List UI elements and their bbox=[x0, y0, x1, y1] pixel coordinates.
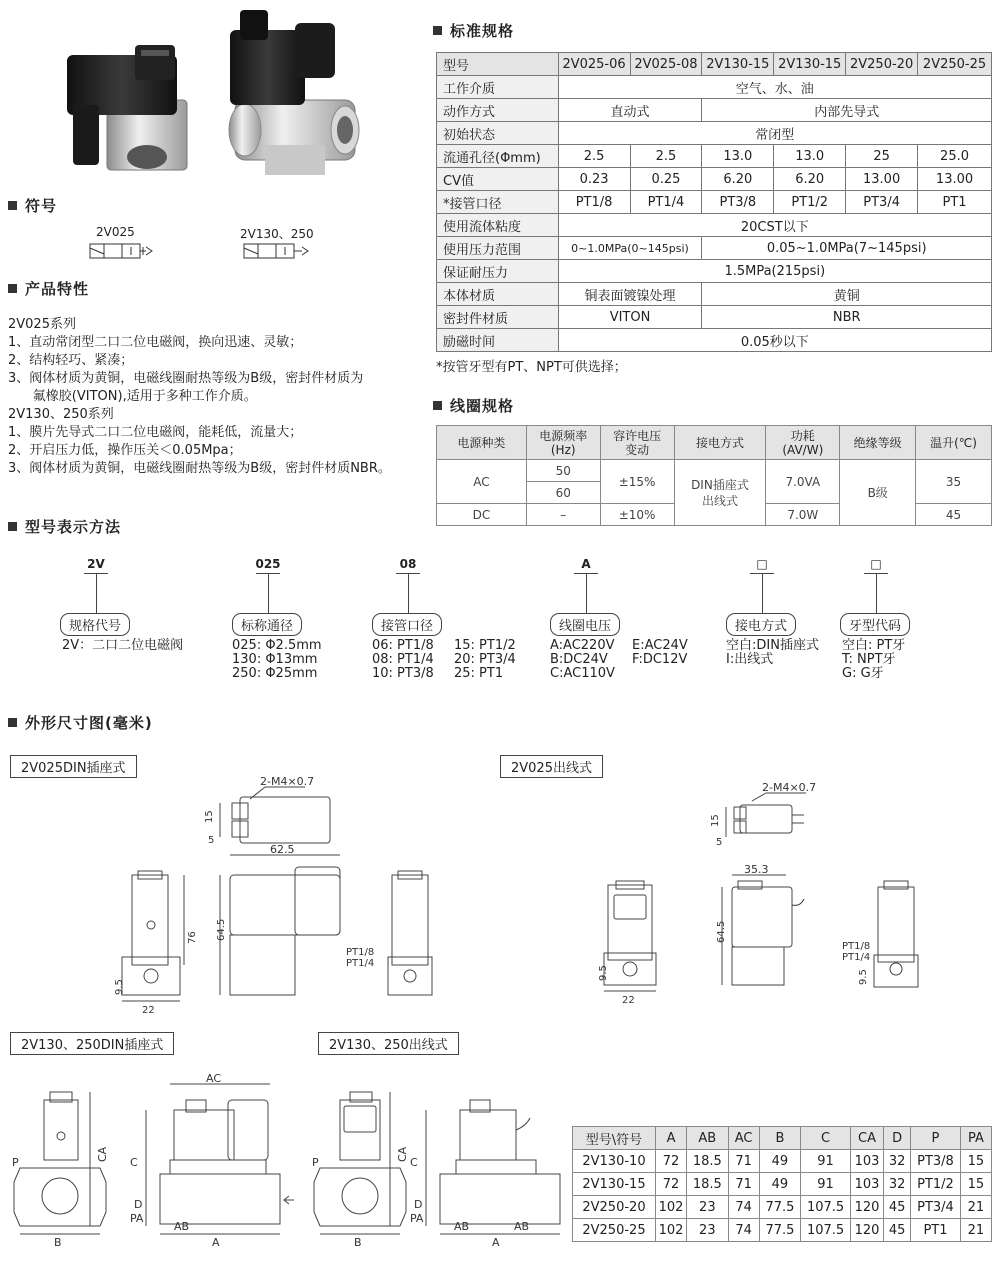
dim-cell: 23 bbox=[687, 1219, 728, 1242]
dim-C: C bbox=[410, 1156, 418, 1169]
model-label-conn: 接电方式 bbox=[726, 613, 796, 636]
spec-value: 13.0 bbox=[702, 145, 774, 168]
feature-line: 1、直动常闭型二口二位电磁阀，换向迅速、灵敏； bbox=[8, 335, 303, 350]
dim-header-cell: 型号\符号 bbox=[573, 1127, 656, 1150]
coil-cell: B级 bbox=[840, 460, 916, 526]
model-section-title: 型号表示方法 bbox=[8, 516, 121, 537]
dim-PA: PA bbox=[410, 1212, 424, 1225]
dim-A: A bbox=[492, 1236, 500, 1249]
drawing-2v025-lead bbox=[590, 775, 930, 1015]
spec-header-cell: 2V025-08 bbox=[630, 53, 702, 76]
dim-cell: 91 bbox=[801, 1173, 851, 1196]
model-desc: E:AC24V F:DC12V bbox=[632, 638, 688, 667]
coil-row-ac50 bbox=[437, 460, 992, 482]
coil-cell: 60 bbox=[526, 482, 600, 504]
spec-value: 0.25 bbox=[630, 168, 702, 191]
dim-5: 5 bbox=[716, 837, 723, 848]
dim-cell: PT1/2 bbox=[911, 1173, 961, 1196]
spec-value: 直动式 bbox=[558, 99, 702, 122]
coil-header-cell: 电源频率 (Hz) bbox=[526, 426, 600, 460]
dim-cell: 102 bbox=[655, 1219, 686, 1242]
model-code-bore: 025 bbox=[255, 557, 281, 571]
spec-value: PT1/4 bbox=[630, 191, 702, 214]
dim-9-5: 9.5 bbox=[114, 979, 125, 995]
feature-line: 3、阀体材质为黄铜，电磁线圈耐热等级为B级，密封件材质NBR。 bbox=[8, 461, 391, 476]
feature-line: 2V130、250系列 bbox=[8, 407, 114, 422]
spec-header-cell: 2V250-20 bbox=[846, 53, 918, 76]
dim-AC: AC bbox=[206, 1072, 222, 1085]
coil-header-cell: 绝缘等级 bbox=[840, 426, 916, 460]
dim-9-5: 9.5 bbox=[858, 969, 869, 985]
standard-spec-table bbox=[436, 52, 992, 352]
feature-line: 氟橡胶(VITON),适用于多种工作介质。 bbox=[8, 389, 257, 404]
dim-CA: CA bbox=[96, 1146, 109, 1162]
model-desc: 2V：二口二位电磁阀 bbox=[62, 638, 184, 653]
spec-row-pressure bbox=[437, 237, 992, 260]
dim-cell: 32 bbox=[884, 1173, 911, 1196]
spec-label: 使用流体粘度 bbox=[437, 214, 559, 237]
coil-header-cell: 电源种类 bbox=[437, 426, 527, 460]
dim-cell: PT3/4 bbox=[911, 1196, 961, 1219]
dim-cell: 18.5 bbox=[687, 1173, 728, 1196]
spec-value: 6.20 bbox=[774, 168, 846, 191]
spec-row-port bbox=[437, 191, 992, 214]
drawing-2v130-lead bbox=[310, 1070, 580, 1260]
dim-cell: 107.5 bbox=[801, 1219, 851, 1242]
model-code-thread: □ bbox=[870, 557, 882, 571]
dim-PA: PA bbox=[130, 1212, 144, 1225]
drawing-2v025-din bbox=[100, 775, 440, 1015]
spec-label: 保证耐压力 bbox=[437, 260, 559, 283]
dim-35-3: 35.3 bbox=[744, 863, 769, 876]
dim-cell: 2V250-20 bbox=[573, 1196, 656, 1219]
dim-pt14: PT1/4 bbox=[842, 952, 871, 963]
dim-pt18: PT1/8 bbox=[346, 947, 375, 958]
spec-value: 25 bbox=[846, 145, 918, 168]
dim-cell: 2V130-15 bbox=[573, 1173, 656, 1196]
spec-value: 内部先导式 bbox=[702, 99, 992, 122]
dim-header-cell: B bbox=[759, 1127, 800, 1150]
model-label-spec: 规格代号 bbox=[60, 613, 130, 636]
coil-header-cell: 温升(℃) bbox=[916, 426, 992, 460]
dim-pt14: PT1/4 bbox=[346, 958, 375, 969]
spec-value: NBR bbox=[702, 306, 992, 329]
spec-value: 0~1.0MPa(0~145psi) bbox=[558, 237, 702, 260]
spec-value: 1.5MPa(215psi) bbox=[558, 260, 991, 283]
dim-A: A bbox=[212, 1236, 220, 1249]
coil-header-cell: 功耗 (AV/W) bbox=[766, 426, 840, 460]
dim-row bbox=[573, 1173, 992, 1196]
dim-cell: 72 bbox=[655, 1173, 686, 1196]
model-code-spec: 2V bbox=[87, 557, 105, 571]
coil-spec-table bbox=[436, 425, 992, 526]
spec-value: 黄铜 bbox=[702, 283, 992, 306]
coil-cell: DC bbox=[437, 504, 527, 526]
dim-D: D bbox=[414, 1198, 423, 1211]
spec-row-action bbox=[437, 99, 992, 122]
feature-line: 1、膜片先导式二口二位电磁阀，能耗低，流量大； bbox=[8, 425, 303, 440]
dim-22: 22 bbox=[622, 995, 635, 1006]
dim-cell: PT3/8 bbox=[911, 1150, 961, 1173]
spec-label: 本体材质 bbox=[437, 283, 559, 306]
dim-cell: 77.5 bbox=[759, 1219, 800, 1242]
dim-header-cell: AB bbox=[687, 1127, 728, 1150]
dim-header-row bbox=[573, 1127, 992, 1150]
spec-label: 使用压力范围 bbox=[437, 237, 559, 260]
feature-line: 3、阀体材质为黄铜，电磁线圈耐热等级为B级，密封件材质为 bbox=[8, 371, 364, 386]
coil-cell: AC bbox=[437, 460, 527, 504]
coil-cell: DIN插座式 出线式 bbox=[674, 460, 766, 526]
spec-value: PT3/4 bbox=[846, 191, 918, 214]
dim-cell: 72 bbox=[655, 1150, 686, 1173]
spec-value: 2.5 bbox=[558, 145, 630, 168]
dim-cell: 23 bbox=[687, 1196, 728, 1219]
model-desc: 15: PT1/2 20: PT3/4 25: PT1 bbox=[454, 638, 516, 681]
dim-cell: 32 bbox=[884, 1150, 911, 1173]
dim-cell: 49 bbox=[759, 1173, 800, 1196]
drawing-label-2v130-din: 2V130、250DIN插座式 bbox=[10, 1032, 174, 1055]
coil-cell: 7.0W bbox=[766, 504, 840, 526]
dim-cell: 21 bbox=[960, 1219, 991, 1242]
spec-row-viscosity bbox=[437, 214, 992, 237]
dim-64-5: 64.5 bbox=[716, 920, 727, 943]
drawing-label-2v130-lead: 2V130、250出线式 bbox=[318, 1032, 459, 1055]
dim-cell: 15 bbox=[960, 1173, 991, 1196]
dim-cell: 21 bbox=[960, 1196, 991, 1219]
dim-cell: 2V250-25 bbox=[573, 1219, 656, 1242]
coil-header-row bbox=[437, 426, 992, 460]
dim-row bbox=[573, 1219, 992, 1242]
dim-m4: 2-M4×0.7 bbox=[762, 781, 817, 794]
dim-cell: 15 bbox=[960, 1150, 991, 1173]
spec-value: 常闭型 bbox=[558, 122, 991, 145]
spec-label: *接管口径 bbox=[437, 191, 559, 214]
spec-section-title: 标准规格 bbox=[433, 20, 514, 41]
spec-value: PT3/8 bbox=[702, 191, 774, 214]
coil-cell: 35 bbox=[916, 460, 992, 504]
coil-header-cell: 容许电压 变动 bbox=[600, 426, 674, 460]
spec-label: 工作介质 bbox=[437, 76, 559, 99]
spec-row-medium bbox=[437, 76, 992, 99]
spec-row-excite bbox=[437, 329, 992, 352]
dim-cell: 71 bbox=[728, 1150, 759, 1173]
dim-cell: 77.5 bbox=[759, 1196, 800, 1219]
dim-15: 15 bbox=[204, 810, 215, 823]
spec-value: 空气、水、油 bbox=[558, 76, 991, 99]
dim-header-cell: AC bbox=[728, 1127, 759, 1150]
valve-symbol-2v025 bbox=[82, 238, 162, 264]
spec-value: 25.0 bbox=[918, 145, 992, 168]
dim-cell: 120 bbox=[850, 1196, 883, 1219]
dim-row bbox=[573, 1150, 992, 1173]
spec-value: VITON bbox=[558, 306, 702, 329]
symbol-label-2v130: 2V130、250 bbox=[240, 227, 314, 241]
spec-row-body bbox=[437, 283, 992, 306]
dim-cell: 102 bbox=[655, 1196, 686, 1219]
spec-value: 13.00 bbox=[846, 168, 918, 191]
spec-label: 初始状态 bbox=[437, 122, 559, 145]
coil-cell: 45 bbox=[916, 504, 992, 526]
model-code-port: 08 bbox=[399, 557, 417, 571]
spec-header-row bbox=[437, 53, 992, 76]
dim-header-cell: CA bbox=[850, 1127, 883, 1150]
dim-P: P bbox=[12, 1156, 19, 1169]
features-list bbox=[8, 316, 391, 478]
dim-CA: CA bbox=[396, 1146, 409, 1162]
spec-value: 6.20 bbox=[702, 168, 774, 191]
spec-header-cell: 2V130-15 bbox=[702, 53, 774, 76]
spec-value: PT1 bbox=[918, 191, 992, 214]
dims-section-title: 外形尺寸图(毫米) bbox=[8, 712, 153, 733]
dim-cell: PT1 bbox=[911, 1219, 961, 1242]
dim-cell: 18.5 bbox=[687, 1150, 728, 1173]
dim-AB: AB bbox=[514, 1220, 530, 1233]
dim-P: P bbox=[312, 1156, 319, 1169]
model-desc: 025: Φ2.5mm 130: Φ13mm 250: Φ25mm bbox=[232, 638, 322, 681]
dim-cell: 71 bbox=[728, 1173, 759, 1196]
dim-cell: 91 bbox=[801, 1150, 851, 1173]
feature-line: 2、结构轻巧、紧凑； bbox=[8, 353, 134, 368]
spec-header-cell: 2V025-06 bbox=[558, 53, 630, 76]
model-label-bore: 标称通径 bbox=[232, 613, 302, 636]
spec-header-cell: 型号 bbox=[437, 53, 559, 76]
coil-cell: ±10% bbox=[600, 504, 674, 526]
spec-label: 动作方式 bbox=[437, 99, 559, 122]
spec-value: 13.00 bbox=[918, 168, 992, 191]
dim-header-cell: D bbox=[884, 1127, 911, 1150]
spec-value: 0.23 bbox=[558, 168, 630, 191]
model-label-voltage: 线圈电压 bbox=[550, 613, 620, 636]
dim-cell: 2V130-10 bbox=[573, 1150, 656, 1173]
model-desc: 06: PT1/8 08: PT1/4 10: PT3/8 bbox=[372, 638, 434, 681]
dim-cell: 74 bbox=[728, 1219, 759, 1242]
feature-line: 2、开启压力低，操作压关＜0.05Mpa； bbox=[8, 443, 242, 458]
spec-header-cell: 2V130-15 bbox=[774, 53, 846, 76]
spec-row-cv bbox=[437, 168, 992, 191]
dim-header-cell: A bbox=[655, 1127, 686, 1150]
coil-section-title: 线圈规格 bbox=[433, 395, 514, 416]
dim-cell: 107.5 bbox=[801, 1196, 851, 1219]
dim-header-cell: C bbox=[801, 1127, 851, 1150]
spec-value: 0.05~1.0MPa(7~145psi) bbox=[702, 237, 992, 260]
dim-15: 15 bbox=[710, 814, 721, 827]
dim-C: C bbox=[130, 1156, 138, 1169]
model-desc: 空白:DIN插座式 I:出线式 bbox=[726, 638, 819, 667]
spec-value: 13.0 bbox=[774, 145, 846, 168]
feature-line: 2V025系列 bbox=[8, 317, 76, 332]
drawing-label-2v025-lead: 2V025出线式 bbox=[500, 755, 603, 778]
dim-cell: 103 bbox=[850, 1173, 883, 1196]
drawing-2v130-din bbox=[10, 1070, 300, 1260]
model-code-conn: □ bbox=[756, 557, 768, 571]
dimension-table bbox=[572, 1126, 992, 1242]
valve-symbol-2v130 bbox=[238, 238, 318, 264]
dim-B: B bbox=[354, 1236, 362, 1249]
dim-9-5: 9.5 bbox=[598, 965, 609, 981]
coil-cell: 50 bbox=[526, 460, 600, 482]
spec-label: 励磁时间 bbox=[437, 329, 559, 352]
coil-cell: ±15% bbox=[600, 460, 674, 504]
product-photo bbox=[55, 5, 365, 190]
coil-cell: – bbox=[526, 504, 600, 526]
spec-value: PT1/2 bbox=[774, 191, 846, 214]
dim-AB: AB bbox=[454, 1220, 470, 1233]
drawing-label-2v025-din: 2V025DIN插座式 bbox=[10, 755, 137, 778]
dim-pt18: PT1/8 bbox=[842, 941, 871, 952]
dim-62-5: 62.5 bbox=[270, 843, 295, 856]
dim-76: 76 bbox=[187, 931, 198, 944]
coil-cell: 7.0VA bbox=[766, 460, 840, 504]
dim-cell: 49 bbox=[759, 1150, 800, 1173]
spec-header-cell: 2V250-25 bbox=[918, 53, 992, 76]
dim-row bbox=[573, 1196, 992, 1219]
dim-64-5: 64.5 bbox=[216, 918, 227, 941]
spec-label: 流通孔径(Φmm) bbox=[437, 145, 559, 168]
dim-cell: 120 bbox=[850, 1219, 883, 1242]
dim-B: B bbox=[54, 1236, 62, 1249]
spec-row-proof bbox=[437, 260, 992, 283]
dim-m4: 2-M4×0.7 bbox=[260, 775, 315, 788]
dim-AB: AB bbox=[174, 1220, 190, 1233]
dim-cell: 45 bbox=[884, 1219, 911, 1242]
symbol-section-title: 符号 bbox=[8, 195, 57, 216]
dim-header-cell: PA bbox=[960, 1127, 991, 1150]
features-section-title: 产品特性 bbox=[8, 278, 89, 299]
dim-5: 5 bbox=[208, 835, 215, 846]
model-code-voltage: A bbox=[581, 557, 591, 571]
spec-note: *按管牙型有PT、NPT可供选择； bbox=[436, 360, 627, 375]
model-desc: A:AC220V B:DC24V C:AC110V bbox=[550, 638, 615, 681]
spec-value: 2.5 bbox=[630, 145, 702, 168]
spec-row-initial bbox=[437, 122, 992, 145]
dim-cell: 45 bbox=[884, 1196, 911, 1219]
spec-value: 铜表面镀镍处理 bbox=[558, 283, 702, 306]
dim-cell: 74 bbox=[728, 1196, 759, 1219]
spec-label: CV值 bbox=[437, 168, 559, 191]
model-desc: 空白: PT牙 T: NPT牙 G: G牙 bbox=[842, 638, 906, 681]
symbol-label-2v025: 2V025 bbox=[96, 225, 135, 239]
dim-22: 22 bbox=[142, 1005, 155, 1015]
dim-cell: 103 bbox=[850, 1150, 883, 1173]
spec-label: 密封件材质 bbox=[437, 306, 559, 329]
dim-header-cell: P bbox=[911, 1127, 961, 1150]
spec-value: 20CST以下 bbox=[558, 214, 991, 237]
spec-value: PT1/8 bbox=[558, 191, 630, 214]
spec-row-seal bbox=[437, 306, 992, 329]
dim-D: D bbox=[134, 1198, 143, 1211]
spec-value: 0.05秒以下 bbox=[558, 329, 991, 352]
coil-header-cell: 接电方式 bbox=[674, 426, 766, 460]
model-label-port: 接管口径 bbox=[372, 613, 442, 636]
spec-row-orifice bbox=[437, 145, 992, 168]
model-label-thread: 牙型代码 bbox=[840, 613, 910, 636]
